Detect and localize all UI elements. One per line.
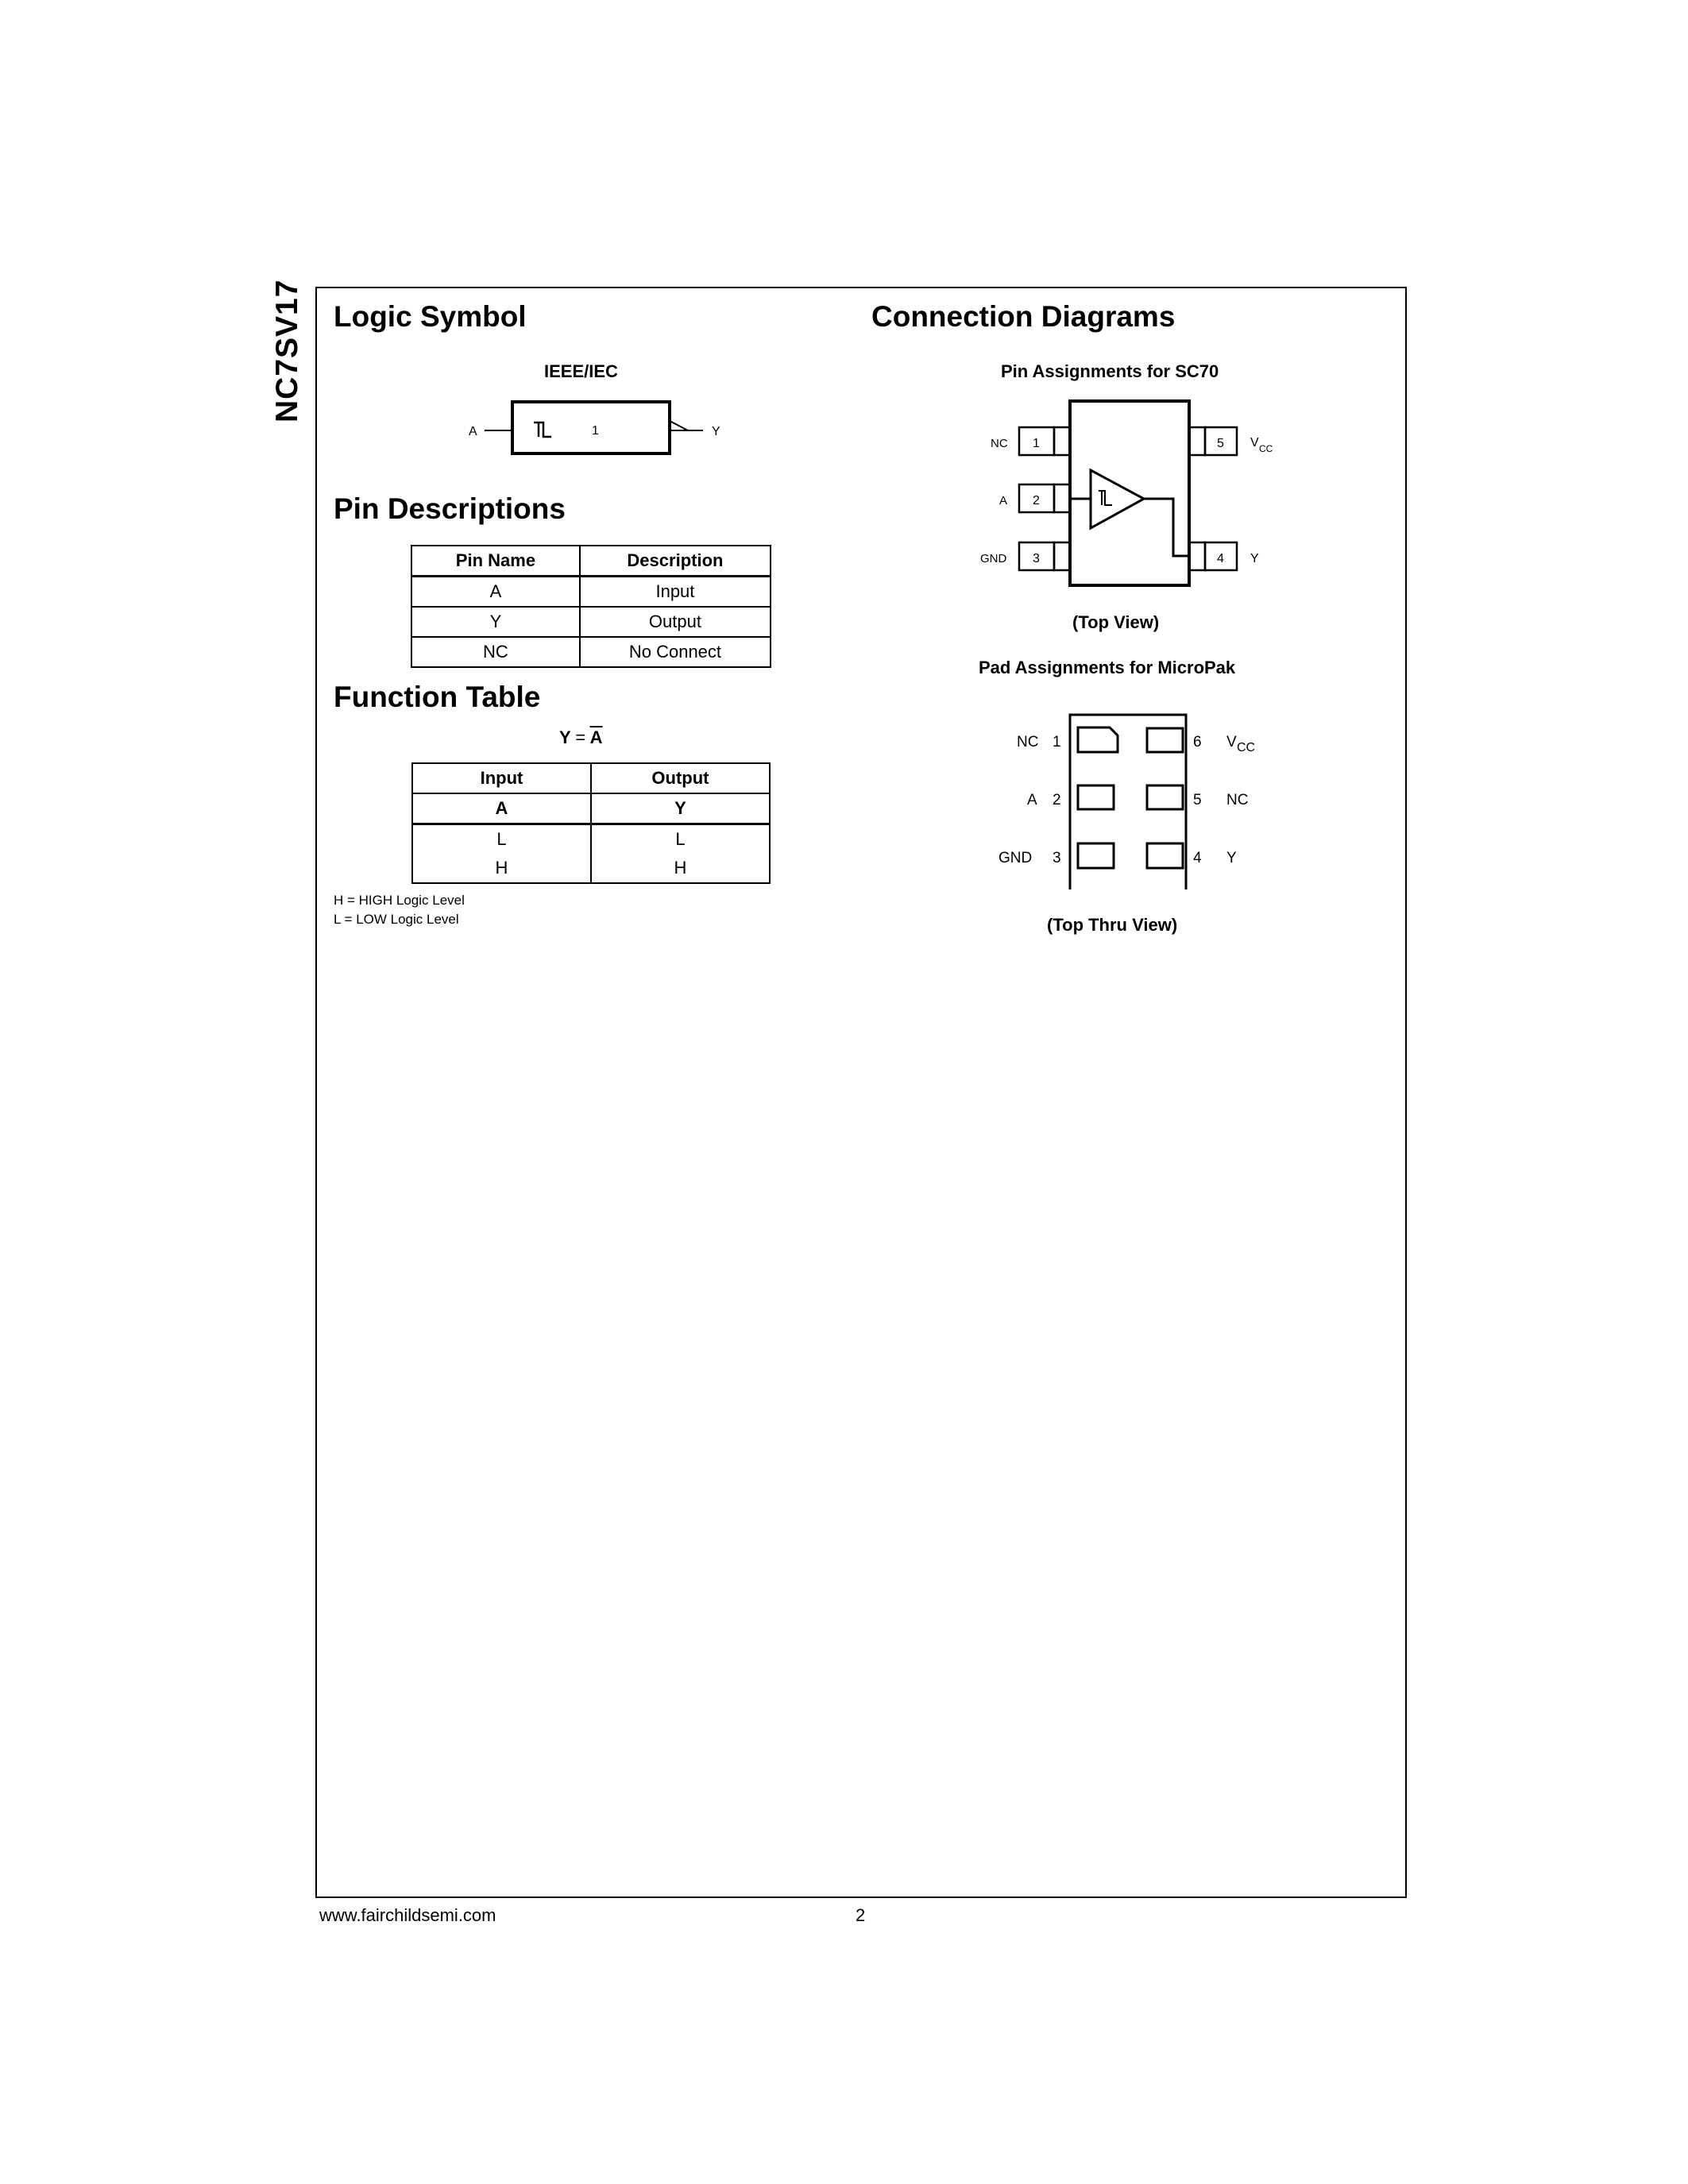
- table-cell: NC: [411, 637, 580, 667]
- sc70-pin4-num: 4: [1217, 552, 1224, 565]
- buffer-gate-icon: [1091, 470, 1144, 528]
- table-row: [411, 637, 771, 667]
- micropak-pin1-num: 1: [1053, 734, 1061, 751]
- schmitt-trigger-icon: [534, 423, 551, 437]
- logic-input-label: A: [469, 425, 477, 438]
- logic-output-label: Y: [712, 425, 720, 438]
- function-table: [411, 762, 771, 884]
- micropak-package-diagram: [993, 699, 1303, 889]
- column-subheader: A: [412, 793, 591, 824]
- logic-gate-number: 1: [592, 424, 599, 438]
- micropak-pin3-num: 3: [1053, 850, 1061, 866]
- pin-descriptions-title: Pin Descriptions: [334, 492, 566, 525]
- table-cell: L: [412, 824, 591, 855]
- micropak-pin4-num: 4: [1193, 850, 1202, 866]
- column-header: Pin Name: [411, 546, 580, 577]
- sc70-pin5-num: 5: [1217, 437, 1224, 450]
- column-header: Input: [412, 763, 591, 793]
- table-cell: Input: [580, 577, 771, 608]
- table-cell: Y: [411, 607, 580, 637]
- equation-equals: =: [575, 727, 586, 747]
- table-row: [411, 577, 771, 608]
- logic-symbol-standard: IEEE/IEC: [544, 361, 618, 381]
- footer-page-number: 2: [856, 1905, 866, 1925]
- micropak-pin6-num: 6: [1193, 734, 1202, 751]
- table-cell: A: [411, 577, 580, 608]
- micropak-pin3-label: GND: [999, 850, 1033, 866]
- micropak-pin2-num: 2: [1053, 792, 1061, 808]
- sc70-pin1-num: 1: [1033, 437, 1040, 450]
- sc70-pin2-label: A: [999, 494, 1008, 507]
- logic-symbol-title: Logic Symbol: [334, 300, 527, 333]
- table-cell: H: [591, 854, 770, 883]
- equation-lhs: Y: [559, 727, 571, 747]
- micropak-pin5-num: 5: [1193, 792, 1202, 808]
- sc70-pin5-sub: CC: [1259, 443, 1273, 454]
- sc70-pin4-label: Y: [1250, 552, 1259, 565]
- table-cell: H: [412, 854, 591, 883]
- footer-website: www.fairchildsemi.com: [319, 1905, 496, 1925]
- table-subheader-row: [412, 793, 770, 824]
- micropak-title: Pad Assignments for MicroPak: [979, 658, 1236, 677]
- table-cell: Output: [580, 607, 771, 637]
- sc70-pin2-num: 2: [1033, 494, 1040, 507]
- logic-symbol-diagram: [453, 394, 739, 457]
- micropak-pin6-sub: CC: [1237, 741, 1256, 754]
- table-row: [412, 824, 770, 855]
- column-header: Description: [580, 546, 771, 577]
- sc70-pin5-label: V: [1250, 436, 1259, 450]
- pin-descriptions-table: [411, 545, 771, 668]
- micropak-pin6-label: V: [1226, 734, 1237, 751]
- table-cell: No Connect: [580, 637, 771, 667]
- column-subheader: Y: [591, 793, 770, 824]
- sc70-title: Pin Assignments for SC70: [1001, 361, 1219, 381]
- equation-rhs: $\overline{A}$: [589, 727, 603, 747]
- sc70-view-caption: (Top View): [1072, 612, 1160, 632]
- table-row: [412, 854, 770, 883]
- function-note-high: H = HIGH Logic Level: [334, 893, 465, 908]
- table-header-row: [411, 546, 771, 577]
- micropak-pin1-label: NC: [1017, 734, 1039, 751]
- function-table-title: Function Table: [334, 681, 541, 713]
- function-equation: [559, 727, 602, 748]
- sc70-pin1-label: NC: [991, 437, 1008, 450]
- connection-diagrams-title: Connection Diagrams: [871, 300, 1176, 333]
- part-number-sidebar: NC7SV17: [270, 279, 304, 423]
- micropak-pin5-label: NC: [1226, 792, 1249, 808]
- table-cell: L: [591, 824, 770, 855]
- micropak-pin2-label: A: [1027, 792, 1037, 808]
- sc70-pin3-num: 3: [1033, 552, 1040, 565]
- function-note-low: L = LOW Logic Level: [334, 912, 459, 927]
- sc70-pin3-label: GND: [980, 552, 1007, 565]
- table-row: [411, 607, 771, 637]
- micropak-view-caption: (Top Thru View): [1047, 915, 1178, 935]
- table-header-row: [412, 763, 770, 793]
- micropak-pin4-label: Y: [1226, 850, 1237, 866]
- sc70-package-diagram: [969, 389, 1303, 596]
- column-header: Output: [591, 763, 770, 793]
